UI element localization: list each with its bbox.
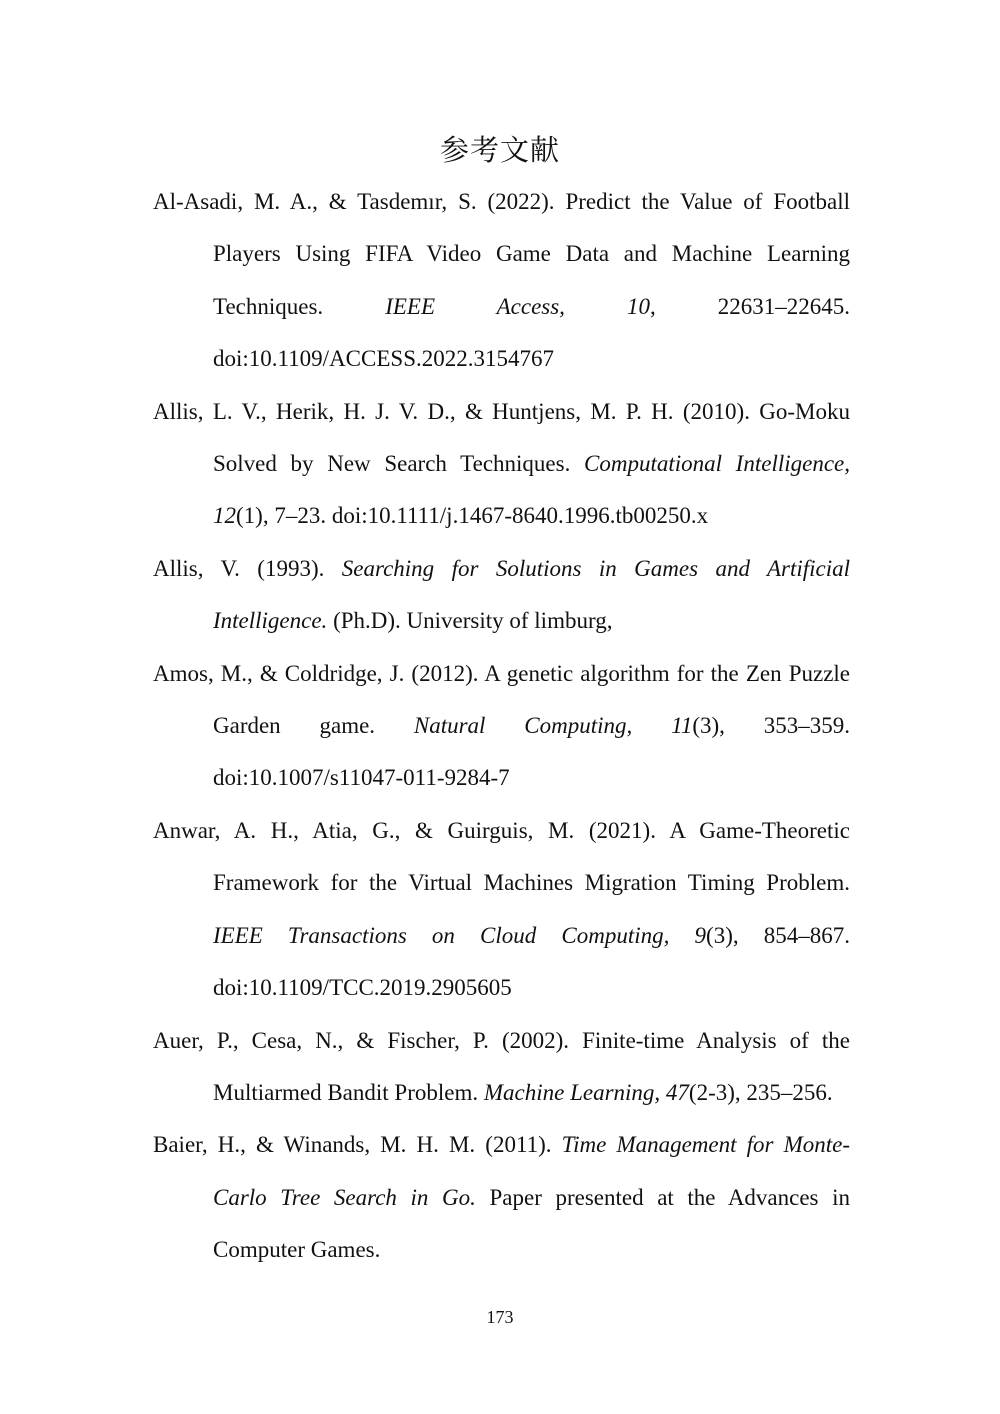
journal-name: IEEE Transactions on Cloud Computing, bbox=[213, 922, 670, 948]
reference-text: Al-Asadi, M. A., & Tasdemır, S. (2022). Predict the Value of Football Players Using FIFA Video Game Data and Machine Learning Techniques. bbox=[153, 189, 850, 319]
journal-name: Natural Computing, bbox=[413, 713, 633, 739]
work-title: Time Management for Monte-Carlo Tree Search in Go. bbox=[213, 1132, 850, 1210]
reference-entry bbox=[153, 1119, 850, 1276]
reference-entry bbox=[153, 805, 850, 1015]
reference-details: (Ph.D). University of limburg, bbox=[327, 608, 613, 634]
page-title: 参考文献 bbox=[439, 133, 560, 167]
journal-volume: 11 bbox=[671, 713, 693, 739]
reference-entry bbox=[153, 176, 850, 386]
reference-details: (2-3), 235–256. bbox=[688, 1079, 833, 1105]
journal-name: Computational Intelligence, bbox=[584, 451, 850, 477]
reference-text: Auer, P., Cesa, N., & Fischer, P. (2002). Finite-time Analysis of the Multiarmed Bandit Problem. bbox=[153, 1027, 850, 1105]
reference-text: Allis, L. V., Herik, H. J. V. D., & Huntjens, M. P. H. (2010). Go-Moku Solved by New Search Techniques. bbox=[153, 398, 850, 477]
journal-name: Machine Learning, 47 bbox=[483, 1079, 689, 1105]
reference-details: (3), 854–867. doi:10.1109/TCC.2019.2905605 bbox=[213, 922, 850, 1001]
work-title: Searching for Solutions in Games and Artificial Intelligence. bbox=[213, 555, 850, 634]
reference-details: Paper presented at the Advances in Computer Games. bbox=[213, 1184, 850, 1263]
reference-text: Amos, M., & Coldridge, J. (2012). A genetic algorithm for the Zen Puzzle Garden game. bbox=[153, 660, 850, 739]
reference-details: (1), 7–23. doi:10.1111/j.1467-8640.1996.tb00250.x bbox=[236, 503, 709, 529]
journal-volume: 12 bbox=[213, 503, 236, 529]
journal-volume: 9 bbox=[694, 922, 707, 948]
reference-text: Anwar, A. H., Atia, G., & Guirguis, M. (2021). A Game-Theoretic Framework for the Virtual Machines Migration Timing Problem. bbox=[153, 817, 850, 896]
reference-entry bbox=[153, 648, 850, 805]
journal-volume: 10 bbox=[626, 293, 650, 319]
reference-entry bbox=[153, 1015, 850, 1120]
reference-entry bbox=[153, 543, 850, 648]
reference-text: Allis, V. (1993). bbox=[153, 555, 342, 581]
journal-name: IEEE Access, bbox=[385, 293, 565, 319]
reference-details: (3), 353–359. doi:10.1007/s11047-011-9284-7 bbox=[213, 713, 850, 791]
reference-entry bbox=[153, 386, 850, 543]
reference-text: Baier, H., & Winands, M. H. M. (2011). bbox=[153, 1132, 562, 1158]
page-number: 173 bbox=[486, 1307, 514, 1327]
reference-details: , 22631–22645. doi:10.1109/ACCESS.2022.3154767 bbox=[213, 293, 850, 372]
reference-list bbox=[153, 176, 850, 1277]
